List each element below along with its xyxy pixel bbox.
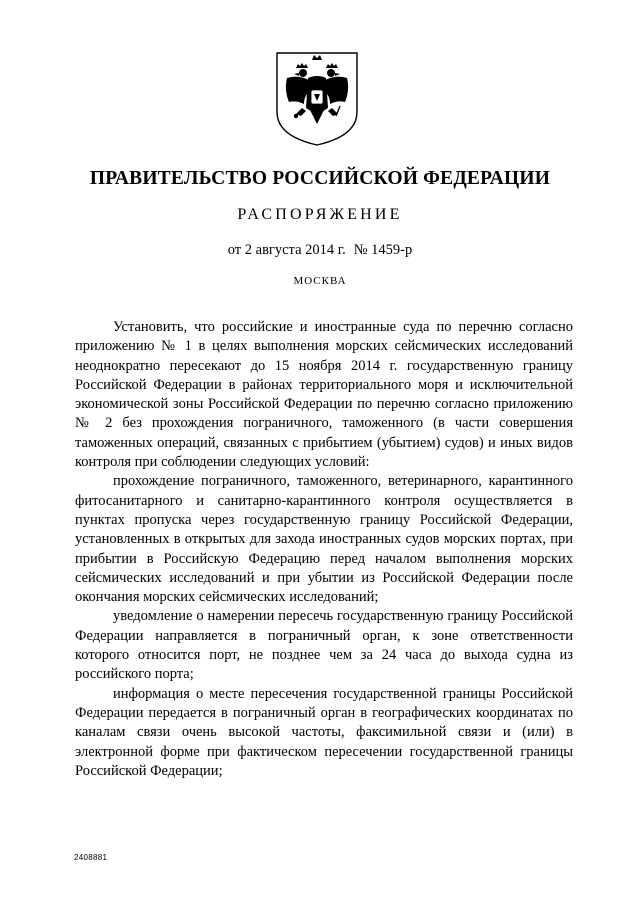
paragraph-condition-2: уведомление о намерении пересечь государственную границу Российской Федерации направляется в пограничный орган, к зоне ответственности которого относится порт, не позднее чем за 24 часа до выхода судна из российского порта; [75, 608, 573, 683]
paragraph-main: Установить, что российские и иностранные суда по перечню согласно приложению № 1 в целях выполнения морских сейсмических исследований неоднократно пересекают до 15 ноября 2014 г. государственную границу Российской Федерации в районах территориального моря и исключительной экономической зоны Российской Федерации по перечню согласно приложению № 2 без прохождения пограничного, таможенного (в части совершения таможенных операций, связанных с прибытием (убытием) судов) и иных видов контроля при соблюдении следующих условий: [75, 319, 573, 471]
document-city: МОСКВА [293, 275, 347, 287]
document-body [75, 318, 573, 781]
document-date: от 2 августа 2014 г. [227, 242, 346, 258]
document-code: 2408881 [74, 853, 108, 862]
state-emblem-icon [274, 50, 360, 148]
government-title: ПРАВИТЕЛЬСТВО РОССИЙСКОЙ ФЕДЕРАЦИИ [89, 168, 551, 189]
document-date-line [0, 242, 640, 259]
document-type: РАСПОРЯЖЕНИЕ [237, 206, 403, 223]
paragraph-condition-1: прохождение пограничного, таможенного, ветеринарного, карантинного фитосанитарного и санитарно-карантинного контроля осуществляется в пунктах пропуска через государственную границу Российской Федерации, установленных в открытых для захода иностранных судов морских портах, при прибытии в Российскую Федерацию перед началом выполнения морских сейсмических исследований и при убытии из Российской Федерации после окончания морских сейсмических исследований; [75, 473, 573, 606]
paragraph-condition-3: информация о месте пересечения государственной границы Российской Федерации передается в пограничный орган в географических координатах по каналам связи очень высокой частоты, факсимильной связи и (или) в электронной форме при фактическом пересечении государственной границы Российской Федерации; [75, 685, 573, 779]
document-number: № 1459-р [353, 242, 413, 258]
